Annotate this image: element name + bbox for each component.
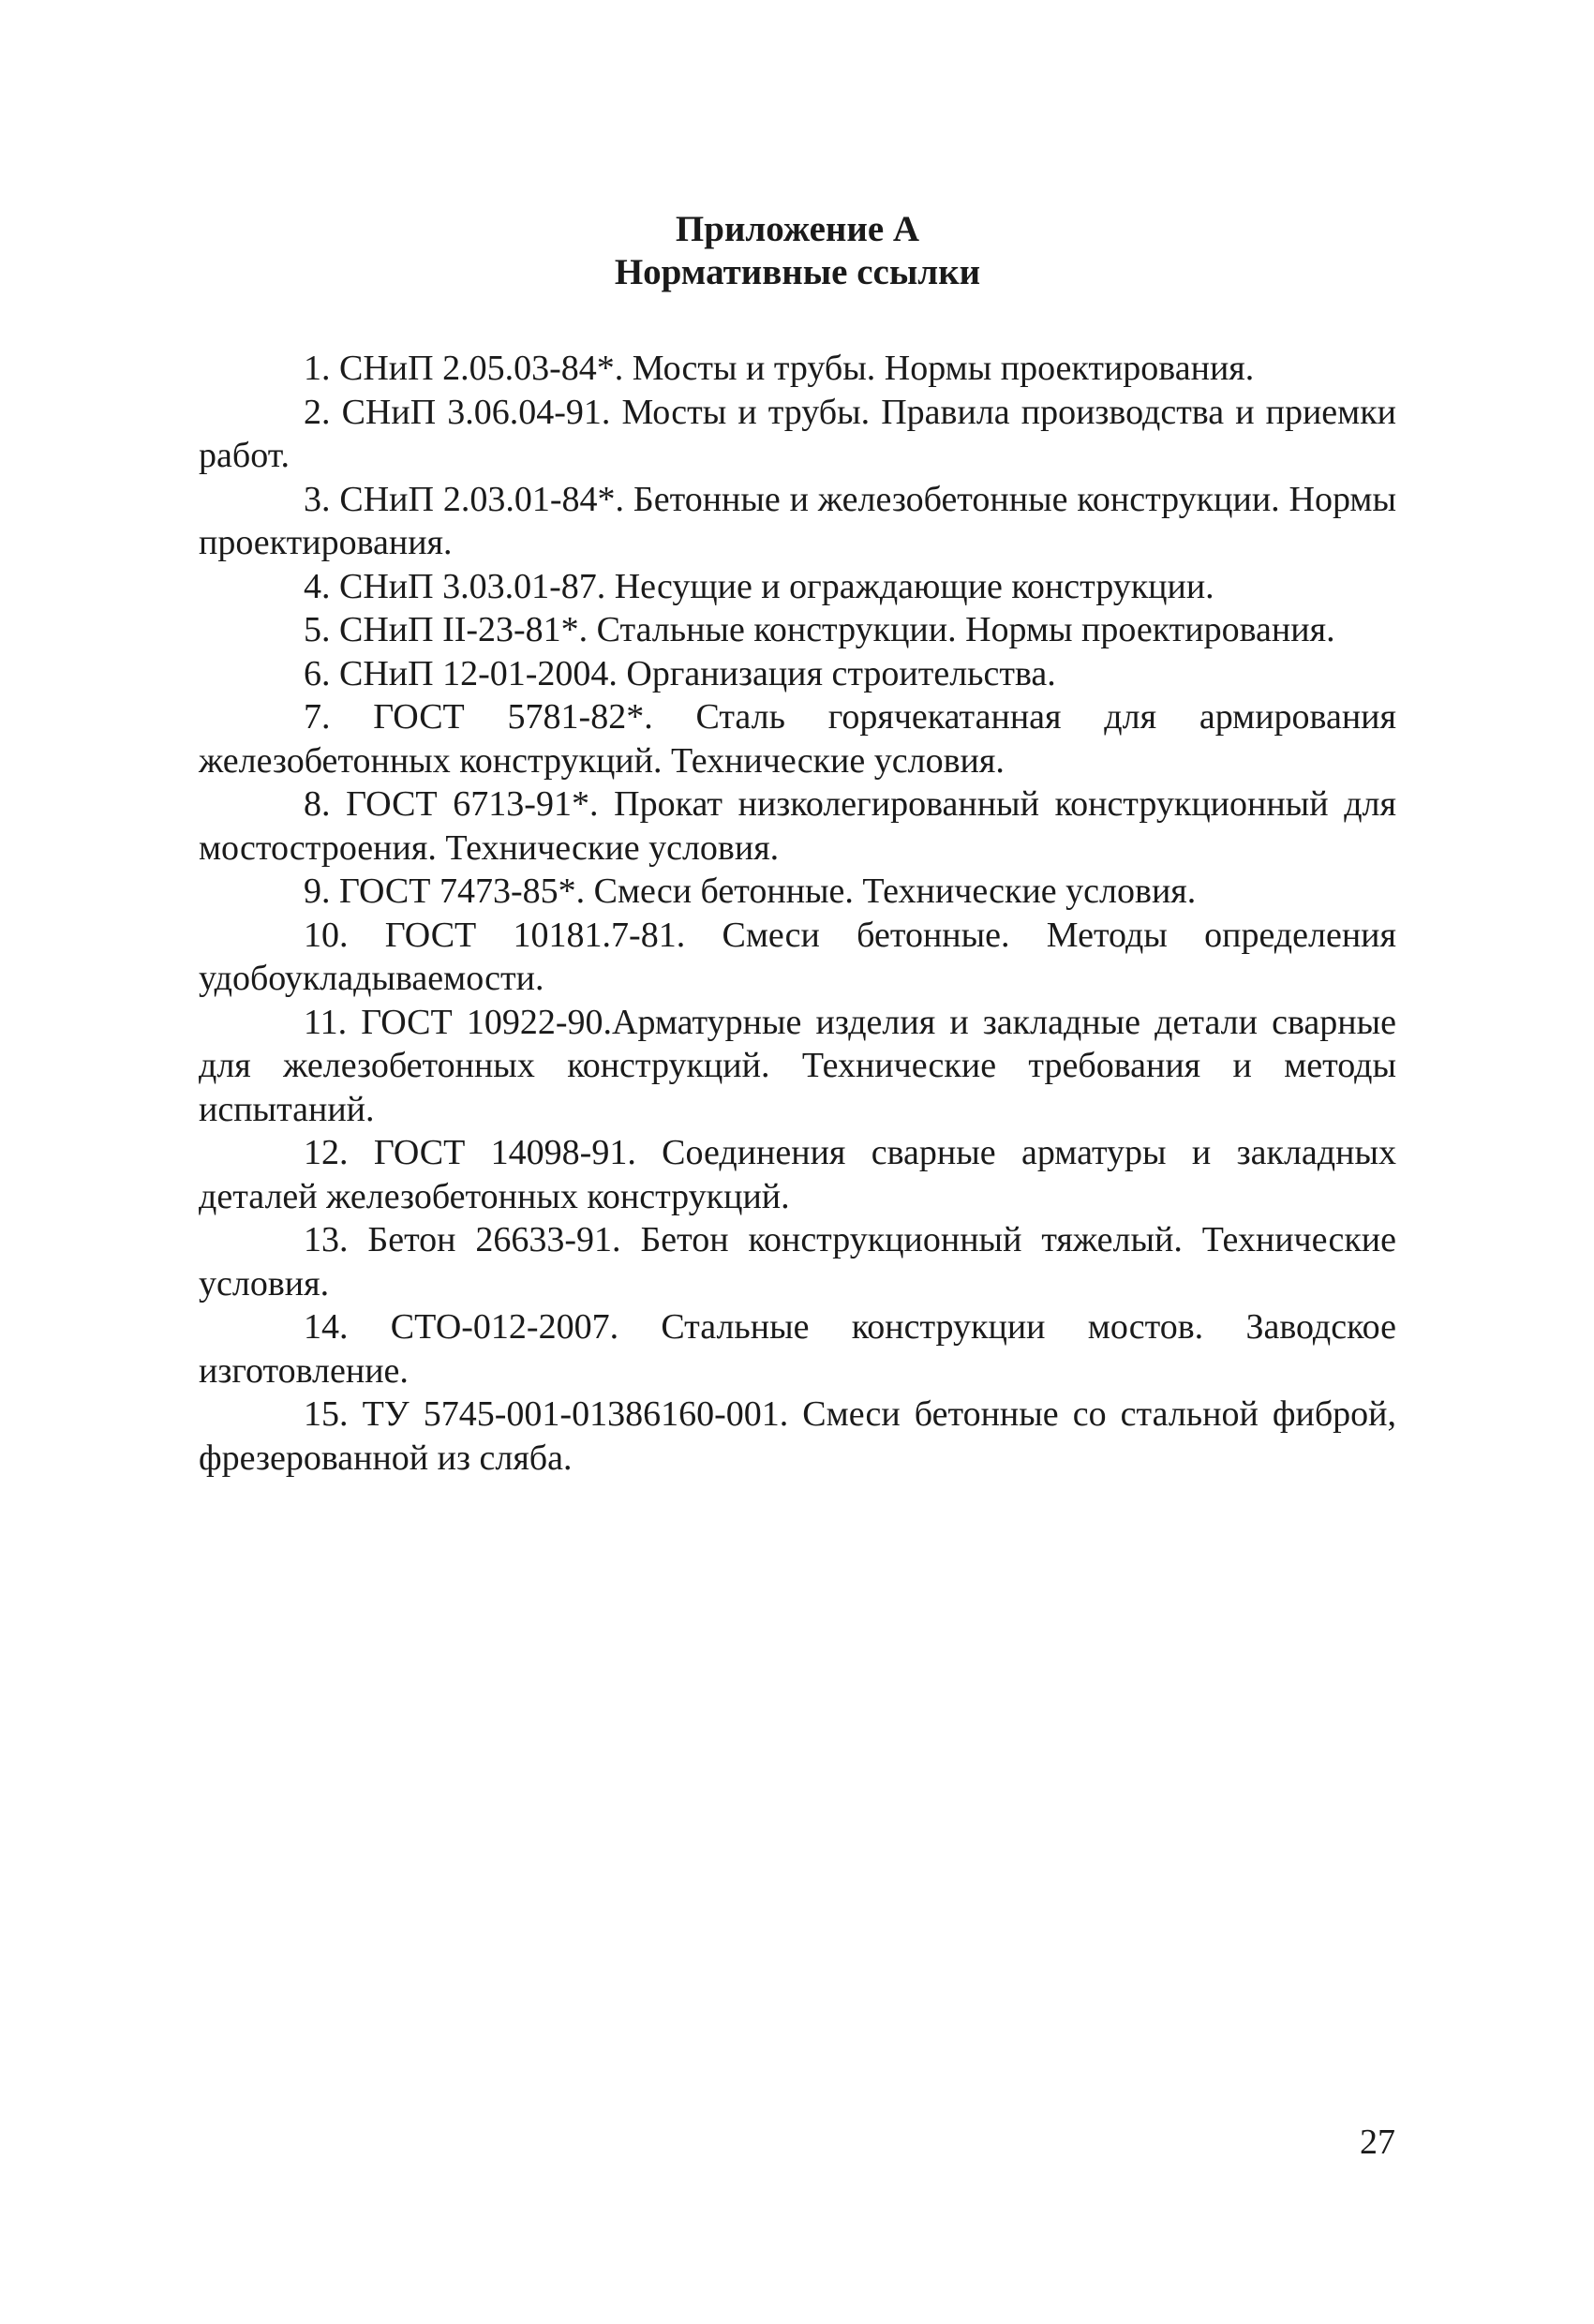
- reference-item-11: 11. ГОСТ 10922-90.Арматурные изделия и закладные детали сварные для железобетонных конструкций. Технические требования и методы испытаний.: [199, 1002, 1396, 1129]
- appendix-heading: [199, 208, 1396, 294]
- reference-item-8: 8. ГОСТ 6713-91*. Прокат низколегированный конструкционный для мостостроения. Технические условия.: [199, 784, 1396, 868]
- reference-item-7: 7. ГОСТ 5781-82*. Сталь горячекатанная для армирования железобетонных конструкций. Технические условия.: [199, 697, 1396, 781]
- section-title: Нормативные ссылки: [614, 252, 981, 292]
- reference-item-1: 1. СНиП 2.05.03-84*. Мосты и трубы. Нормы проектирования.: [304, 349, 1255, 388]
- reference-item-3: 3. СНиП 2.03.01-84*. Бетонные и железобетонные конструкции. Нормы проектирования.: [199, 479, 1396, 562]
- page-number: 27: [1360, 2123, 1395, 2162]
- reference-item-4: 4. СНиП 3.03.01-87. Несущие и ограждающие конструкции.: [304, 566, 1214, 606]
- appendix-title: Приложение А: [675, 209, 920, 249]
- reference-item-14: 14. СТО-012-2007. Стальные конструкции мостов. Заводское изготовление.: [199, 1307, 1396, 1391]
- reference-item-15: 15. ТУ 5745-001-01386160-001. Смеси бетонные со стальной фиброй, фрезерованной из сляба.: [199, 1394, 1396, 1478]
- reference-item-9: 9. ГОСТ 7473-85*. Смеси бетонные. Технические условия.: [304, 872, 1197, 911]
- reference-item-6: 6. СНиП 12-01-2004. Организация строительства.: [304, 653, 1056, 693]
- normative-references-list: [199, 347, 1396, 1480]
- reference-item-2: 2. СНиП 3.06.04-91. Мосты и трубы. Правила производства и приемки работ.: [199, 392, 1396, 475]
- reference-item-5: 5. СНиП II-23-81*. Стальные конструкции. Нормы проектирования.: [304, 610, 1335, 649]
- reference-item-13: 13. Бетон 26633-91. Бетон конструкционный тяжелый. Технические условия.: [199, 1220, 1396, 1304]
- reference-item-10: 10. ГОСТ 10181.7-81. Смеси бетонные. Методы определения удобоукладываемости.: [199, 915, 1396, 998]
- reference-item-12: 12. ГОСТ 14098-91. Соединения сварные арматуры и закладных деталей железобетонных конструкций.: [199, 1133, 1396, 1216]
